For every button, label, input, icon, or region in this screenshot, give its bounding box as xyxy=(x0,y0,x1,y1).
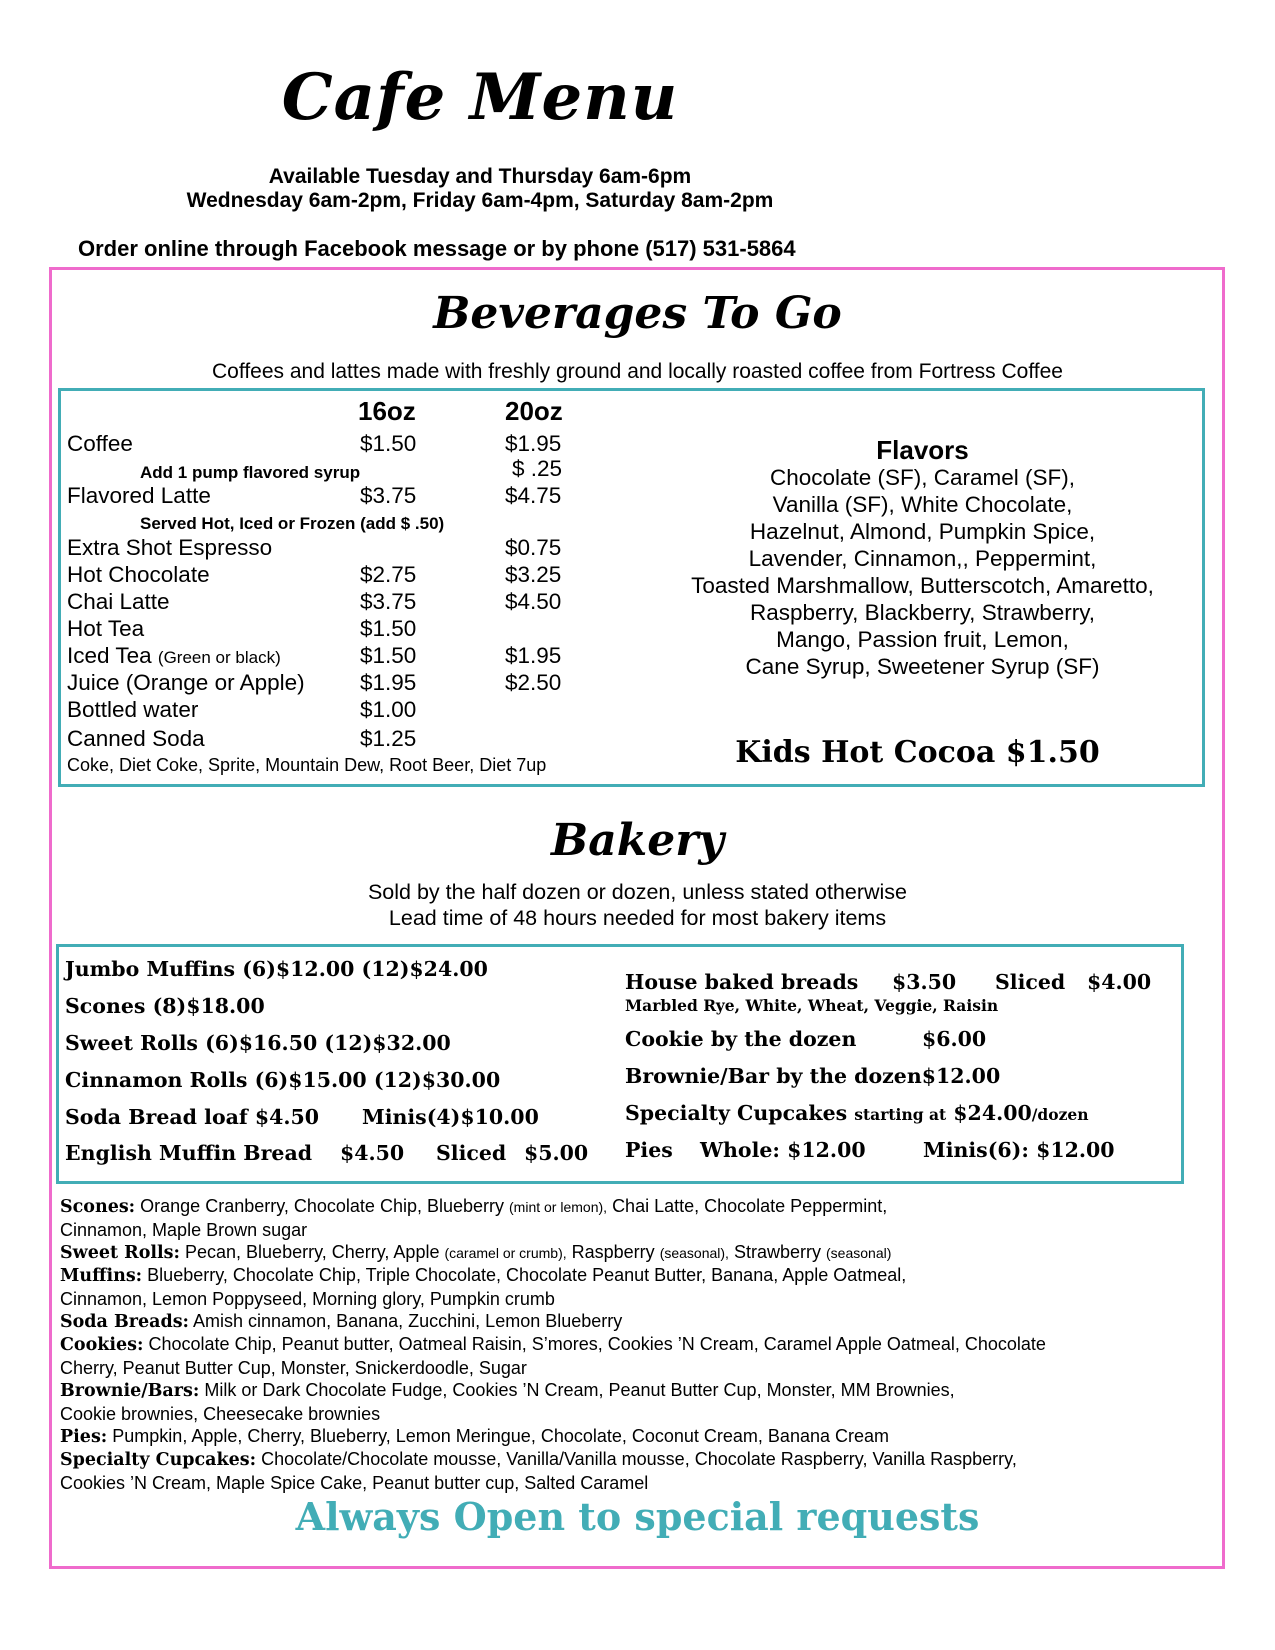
flavor-line: Toasted Marshmallow, Butterscotch, Amaretto, xyxy=(691,573,1154,598)
bakery-english-price: $4.50 xyxy=(340,1141,405,1165)
flavor-line: Chocolate (SF), Caramel (SF), xyxy=(769,465,1076,490)
desc-label: Pies: xyxy=(60,1427,108,1447)
col-header-16oz: 16oz xyxy=(358,396,416,426)
bev-name-iced-tea xyxy=(67,643,281,669)
bev-price-16: $2.75 xyxy=(360,562,417,587)
bev-name-hot-tea: Hot Tea xyxy=(67,616,145,641)
bev-price-16: $1.50 xyxy=(360,643,417,668)
bev-name-coffee: Coffee xyxy=(67,431,133,456)
bev-price-20: $3.25 xyxy=(505,562,562,587)
bakery-subtitle-2: Lead time of 48 hours needed for most bakery items xyxy=(388,906,887,930)
cupcakes-starting: starting at xyxy=(854,1105,947,1124)
desc-text: Amish cinnamon, Banana, Zucchini, Lemon Blueberry xyxy=(193,1311,623,1331)
desc-text: Orange Cranberry, Chocolate Chip, Blueberry xyxy=(140,1196,504,1216)
bakery-title: Bakery xyxy=(551,815,724,866)
bakery-cinnamon-rolls: Cinnamon Rolls (6)$15.00 (12)$30.00 xyxy=(65,1068,501,1092)
hours-line-1: Available Tuesday and Thursday 6am-6pm xyxy=(268,165,692,188)
bev-name-chai-latte: Chai Latte xyxy=(67,589,170,614)
desc-text: Cookie brownies, Cheesecake brownies xyxy=(60,1404,381,1424)
desc-label: Sweet Rolls: xyxy=(60,1243,180,1263)
kids-hot-cocoa: Kids Hot Cocoa $1.50 xyxy=(735,735,1100,770)
bev-price-16: $3.75 xyxy=(360,483,417,508)
bakery-house-breads: House baked breads xyxy=(625,970,859,994)
bakery-sweet-rolls: Sweet Rolls (6)$16.50 (12)$32.00 xyxy=(65,1031,451,1055)
desc-text: Cinnamon, Lemon Poppyseed, Morning glory, Pumpkin crumb xyxy=(60,1289,555,1309)
bev-name-bottled-water: Bottled water xyxy=(67,697,199,722)
bev-price-16: $3.75 xyxy=(360,589,417,614)
bakery-english-sliced-price: $5.00 xyxy=(524,1141,589,1165)
beverages-subtitle: Coffees and lattes made with freshly ground and locally roasted coffee from Fortress Coffee xyxy=(212,360,1063,383)
bev-name-juice: Juice (Orange or Apple) xyxy=(67,670,305,695)
bev-name-flavored-latte: Flavored Latte xyxy=(67,483,211,508)
desc-label: Cookies: xyxy=(60,1335,144,1355)
desc-label: Specialty Cupcakes: xyxy=(60,1450,257,1470)
desc-label: Soda Breads: xyxy=(60,1312,190,1332)
bev-note-syrup: Add 1 pump flavored syrup xyxy=(140,463,361,482)
bakery-house-types: Marbled Rye, White, Wheat, Veggie, Raisin xyxy=(625,996,999,1015)
bakery-pies: Pies xyxy=(625,1138,673,1162)
page-title: Cafe Menu xyxy=(281,60,679,135)
bakery-soda-loaf: Soda Bread loaf $4.50 xyxy=(65,1105,320,1129)
desc-brownie-bars xyxy=(60,1379,1200,1426)
desc-soda-breads xyxy=(60,1310,1200,1334)
bev-price-16: $1.00 xyxy=(360,697,417,722)
flavor-line: Raspberry, Blackberry, Strawberry, xyxy=(749,600,1096,625)
desc-note: (seasonal), xyxy=(659,1245,729,1261)
desc-text: Chocolate/Chocolate mousse, Vanilla/Vanilla mousse, Chocolate Raspberry, Vanilla Raspberry, xyxy=(261,1449,1017,1469)
bev-price-16: $1.50 xyxy=(360,431,417,456)
desc-label: Brownie/Bars: xyxy=(60,1381,200,1401)
bev-price-16: $1.95 xyxy=(360,670,417,695)
bakery-house-sliced-price: $4.00 xyxy=(1087,970,1152,994)
iced-tea-note: (Green or black) xyxy=(157,648,281,667)
bev-price-16: $1.25 xyxy=(360,726,417,751)
beverages-title: Beverages To Go xyxy=(433,288,842,339)
bev-price-20: $2.50 xyxy=(505,670,562,695)
soda-list: Coke, Diet Coke, Sprite, Mountain Dew, Root Beer, Diet 7up xyxy=(67,755,547,775)
desc-text: Cherry, Peanut Butter Cup, Monster, Snickerdoodle, Sugar xyxy=(60,1358,527,1378)
bakery-english-muffin: English Muffin Bread xyxy=(65,1141,313,1165)
desc-text: Milk or Dark Chocolate Fudge, Cookies ’N Cream, Peanut Butter Cup, Monster, MM Brownies, xyxy=(204,1380,955,1400)
flavor-line: Lavender, Cinnamon,, Peppermint, xyxy=(748,546,1097,571)
bakery-english-sliced: Sliced xyxy=(436,1141,507,1165)
desc-pies xyxy=(60,1425,1200,1449)
bakery-scones: Scones (8)$18.00 xyxy=(65,994,265,1018)
bev-price-20: $1.95 xyxy=(505,643,562,668)
desc-text: Raspberry xyxy=(571,1242,655,1262)
bev-price-20: $ .25 xyxy=(512,456,563,481)
flavors-title: Flavors xyxy=(876,435,969,465)
order-info: Order online through Facebook message or by phone (517) 531-5864 xyxy=(78,236,796,261)
desc-text: Chocolate Chip, Peanut butter, Oatmeal Raisin, S’mores, Cookies ’N Cream, Caramel Apple Oatmeal, Chocolate xyxy=(148,1334,1046,1354)
desc-cookies xyxy=(60,1333,1200,1380)
bev-price-20: $4.50 xyxy=(505,589,562,614)
bakery-brownie: Brownie/Bar by the dozen$12.00 xyxy=(625,1064,1001,1088)
desc-cupcakes xyxy=(60,1448,1200,1495)
flavor-line: Cane Syrup, Sweetener Syrup (SF) xyxy=(745,654,1100,679)
desc-text: Pumpkin, Apple, Cherry, Blueberry, Lemon Meringue, Chocolate, Coconut Cream, Banana Cream xyxy=(112,1426,889,1446)
cupcakes-price: $24.00 xyxy=(953,1101,1032,1125)
cupcakes-label: Specialty Cupcakes xyxy=(625,1101,848,1125)
bakery-subtitle-1: Sold by the half dozen or dozen, unless stated otherwise xyxy=(367,880,908,904)
desc-label: Scones: xyxy=(60,1197,136,1217)
flavor-line: Mango, Passion fruit, Lemon, xyxy=(776,627,1069,652)
desc-text: Cinnamon, Maple Brown sugar xyxy=(60,1220,308,1240)
cupcakes-unit: /dozen xyxy=(1031,1105,1089,1124)
bakery-cookie-price: $6.00 xyxy=(922,1027,987,1051)
desc-text: Blueberry, Chocolate Chip, Triple Chocolate, Chocolate Peanut Butter, Banana, Apple Oatmeal, xyxy=(147,1265,907,1285)
flavor-line: Vanilla (SF), White Chocolate, xyxy=(772,492,1073,517)
bev-name-extra-shot: Extra Shot Espresso xyxy=(67,535,273,560)
desc-note: (caramel or crumb), xyxy=(444,1245,567,1261)
bakery-cupcakes xyxy=(625,1101,1089,1125)
desc-text: Pecan, Blueberry, Cherry, Apple xyxy=(185,1242,440,1262)
bev-note-served: Served Hot, Iced or Frozen (add $ .50) xyxy=(140,514,445,533)
bakery-soda-minis: Minis(4)$10.00 xyxy=(362,1105,539,1129)
desc-text: Strawberry xyxy=(733,1242,821,1262)
bakery-house-price: $3.50 xyxy=(892,970,957,994)
bev-price-20: $4.75 xyxy=(505,483,562,508)
desc-muffins xyxy=(60,1264,1200,1311)
bakery-pies-minis: Minis(6): $12.00 xyxy=(923,1138,1115,1162)
desc-note: (mint or lemon), xyxy=(509,1199,608,1215)
special-requests-footer: Always Open to special requests xyxy=(295,1494,980,1539)
desc-text: Cookies ’N Cream, Maple Spice Cake, Peanut butter cup, Salted Caramel xyxy=(60,1473,649,1493)
bev-name-canned-soda: Canned Soda xyxy=(67,726,205,751)
bev-price-20: $1.95 xyxy=(505,431,562,456)
flavor-line: Hazelnut, Almond, Pumpkin Spice, xyxy=(749,519,1096,544)
desc-label: Muffins: xyxy=(60,1266,143,1286)
col-header-20oz: 20oz xyxy=(505,396,563,426)
desc-scones xyxy=(60,1195,1200,1242)
desc-note: (seasonal) xyxy=(826,1245,892,1261)
bev-price-20: $0.75 xyxy=(505,535,562,560)
bev-price-16: $1.50 xyxy=(360,616,417,641)
desc-text: Chai Latte, Chocolate Peppermint, xyxy=(612,1196,888,1216)
hours-line-2: Wednesday 6am-2pm, Friday 6am-4pm, Saturday 8am-2pm xyxy=(186,189,774,212)
bev-name-hot-chocolate: Hot Chocolate xyxy=(67,562,210,587)
bakery-pies-whole: Whole: $12.00 xyxy=(700,1138,866,1162)
bakery-cookie: Cookie by the dozen xyxy=(625,1027,857,1051)
desc-sweet-rolls xyxy=(60,1241,1200,1265)
bakery-jumbo-muffins: Jumbo Muffins (6)$12.00 (12)$24.00 xyxy=(65,957,488,981)
bakery-house-sliced: Sliced xyxy=(995,970,1066,994)
iced-tea-label: Iced Tea xyxy=(67,643,152,668)
